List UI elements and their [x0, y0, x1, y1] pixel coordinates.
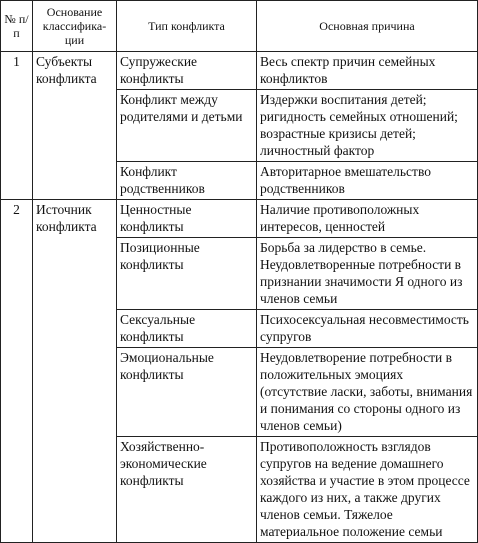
- group-num: 1: [1, 52, 33, 200]
- conflict-cause: Неудовлетворение потребности в положительных эмоциях (отсутствие ласки, заботы, внимания и понимания со стороны одного из членов семьи): [257, 348, 478, 437]
- conflict-type: Позиционные конфликты: [117, 238, 257, 310]
- conflict-cause: Авторитарное вмешательство родственников: [257, 162, 478, 200]
- group-num: 2: [1, 200, 33, 543]
- conflict-cause: Противоположность взглядов супругов на ведение домашнего хозяйства и участие в этом процессе каждого из них, а также других членов семьи. Тяжелое материальное положение семьи: [257, 437, 478, 543]
- group-basis: Источник конфликта: [33, 200, 117, 543]
- conflict-cause: Борьба за лидерство в семье. Неудовлетворенные потребности в признании значимости Я одного из членов семьи: [257, 238, 478, 310]
- conflict-cause: Психосексуальная несовместимость супругов: [257, 310, 478, 348]
- conflict-type: Хозяйственно-экономические конфликты: [117, 437, 257, 543]
- conflict-cause: Наличие противоположных интересов, ценностей: [257, 200, 478, 238]
- table-row: [1, 200, 478, 238]
- group-basis: Субъекты конфликта: [33, 52, 117, 200]
- header-cause: Основная причина: [257, 1, 478, 52]
- conflict-type: Сексуальные конфликты: [117, 310, 257, 348]
- conflict-cause: Издержки воспитания детей; ригидность семейных отношений; возрастные кризисы детей; личностный фактор: [257, 90, 478, 162]
- header-row: [1, 1, 478, 52]
- table-row: [1, 52, 478, 90]
- conflict-type: Эмоциональные конфликты: [117, 348, 257, 437]
- conflict-type: Конфликт родственников: [117, 162, 257, 200]
- conflict-type: Супружеские конфликты: [117, 52, 257, 90]
- header-type: Тип конфликта: [117, 1, 257, 52]
- conflict-type: Ценностные конфликты: [117, 200, 257, 238]
- header-num: № п/п: [1, 1, 33, 52]
- header-basis: Основание классифика-ции: [33, 1, 117, 52]
- conflict-cause: Весь спектр причин семейных конфликтов: [257, 52, 478, 90]
- conflict-type: Конфликт между родителями и детьми: [117, 90, 257, 162]
